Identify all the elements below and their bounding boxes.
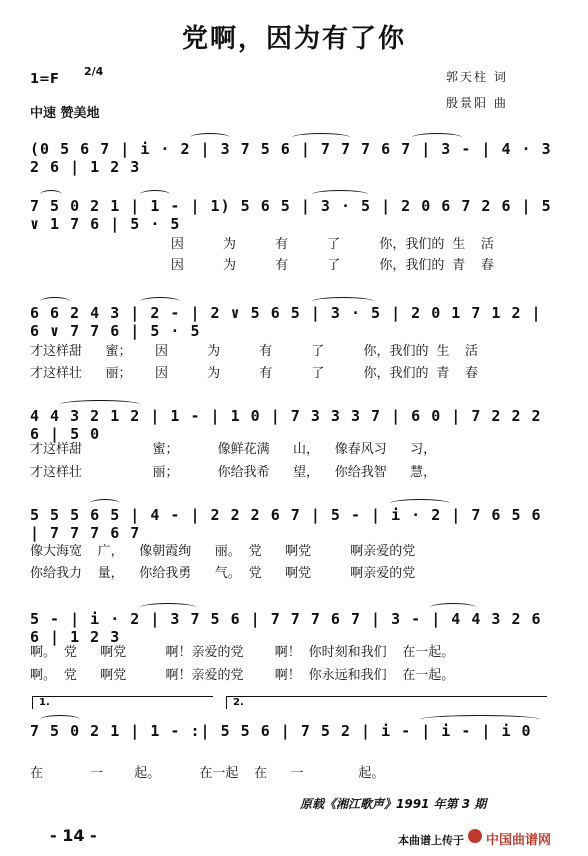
volta-label-2: 2.	[233, 697, 244, 708]
lyric-line-3b: 才这样壮 丽； 因 为 有 了 你，我们的 青 春	[30, 366, 478, 381]
slur-mark	[40, 715, 80, 724]
slur-mark	[140, 297, 180, 306]
time-signature-text: 2/4	[84, 65, 104, 78]
lyric-line-4a: 才这样甜 蜜； 像鲜花满 山， 像春风习 习，	[30, 442, 437, 457]
lyric-line-2b: 因 为 有 了 你，我们的 青 春	[30, 258, 494, 273]
slur-mark	[292, 133, 350, 142]
score-system-6: 5 - | i · 2 | 3 7 5 6 | 7 7 7 6 7 | 3 - | 4 4 3 2 6 6 | 1 2 3	[30, 610, 542, 646]
lyric-line-6b: 啊。 党 啊党 啊！亲爱的党 啊！ 你永远和我们 在一起。	[30, 668, 455, 683]
slur-mark	[412, 133, 462, 142]
slur-mark	[140, 190, 170, 199]
volta-bracket-1	[32, 696, 213, 709]
slur-mark	[90, 499, 120, 508]
lyric-line-4b: 才这样壮 丽； 你给我希 望， 你给我智 慧，	[30, 465, 437, 480]
lyric-line-5a: 像大海宽 广， 像朝霞绚 丽。 党 啊党 啊亲爱的党	[30, 544, 416, 559]
site-brand[interactable]: 中国曲谱网	[486, 833, 552, 848]
slur-mark	[140, 603, 196, 612]
upload-note: 本曲谱上传于	[398, 834, 464, 847]
slur-mark	[430, 603, 476, 612]
slur-mark	[40, 190, 62, 199]
composer-credit: 殷景阳 曲	[446, 96, 508, 110]
volta-label-1: 1.	[39, 697, 50, 708]
slur-mark	[190, 133, 230, 142]
lyric-line-2a: 因 为 有 了 你，我们的 生 活	[30, 237, 494, 252]
score-system-7: 7 5 0 2 1 | 1 - :| 5 5 6 | 7 5 2 | i - | i - | i 0	[30, 722, 532, 740]
lyricist-credit: 郭天柱 词	[446, 70, 508, 84]
lyric-line-3a: 才这样甜 蜜； 因 为 有 了 你，我们的 生 活	[30, 344, 478, 359]
source-note: 原载《湘江歌声》1991 年第 3 期	[300, 797, 487, 811]
slur-mark	[40, 297, 70, 306]
volta-bracket-2	[226, 696, 547, 709]
site-logo-icon	[468, 829, 482, 843]
score-system-5: 5 5 5 6 5 | 4 - | 2 2 2 6 7 | 5 - | i · 2 | 7 6 5 6 | 7 7 7 6 7	[30, 506, 542, 542]
score-system-3: 6 6 2 4 3 | 2 - | 2 ∨ 5 6 5 | 3 · 5 | 2 0 1 7 1 2 | 6 ∨ 7 7 6 | 5 · 5	[30, 304, 542, 340]
lyric-line-7: 在 一 起。 在一起 在 一 起。	[30, 766, 385, 781]
slur-mark	[420, 715, 540, 724]
lyric-line-6a: 啊。 党 啊党 啊！亲爱的党 啊！ 你时刻和我们 在一起。	[30, 645, 455, 660]
slur-mark	[312, 297, 374, 306]
slur-mark	[60, 400, 140, 409]
time-signature	[84, 65, 104, 78]
key-signature: 1=F	[30, 72, 59, 87]
lyric-line-5b: 你给我力 量， 你给我勇 气。 党 啊党 啊亲爱的党	[30, 566, 416, 581]
slur-mark	[390, 499, 450, 508]
score-system-2: 7 5 0 2 1 | 1 - | 1) 5 6 5 | 3 · 5 | 2 0 6 7 2 6 | 5 ∨ 1 7 6 | 5 · 5	[30, 197, 552, 233]
score-system-4: 4 4 3 2 1 2 | 1 - | 1 0 | 7 3 3 3 7 | 6 0 | 7 2 2 2 6 | 5 0	[30, 407, 542, 443]
song-title: 党啊，因为有了你	[181, 24, 406, 54]
tempo-marking: 中速 赞美地	[30, 106, 100, 121]
page-number: - 14 -	[50, 826, 97, 845]
slur-mark	[312, 190, 368, 199]
score-system-1: (0 5 6 7 | i · 2 | 3 7 5 6 | 7 7 7 6 7 | 3 - | 4 · 3 2 6 | 1 2 3	[30, 140, 552, 176]
